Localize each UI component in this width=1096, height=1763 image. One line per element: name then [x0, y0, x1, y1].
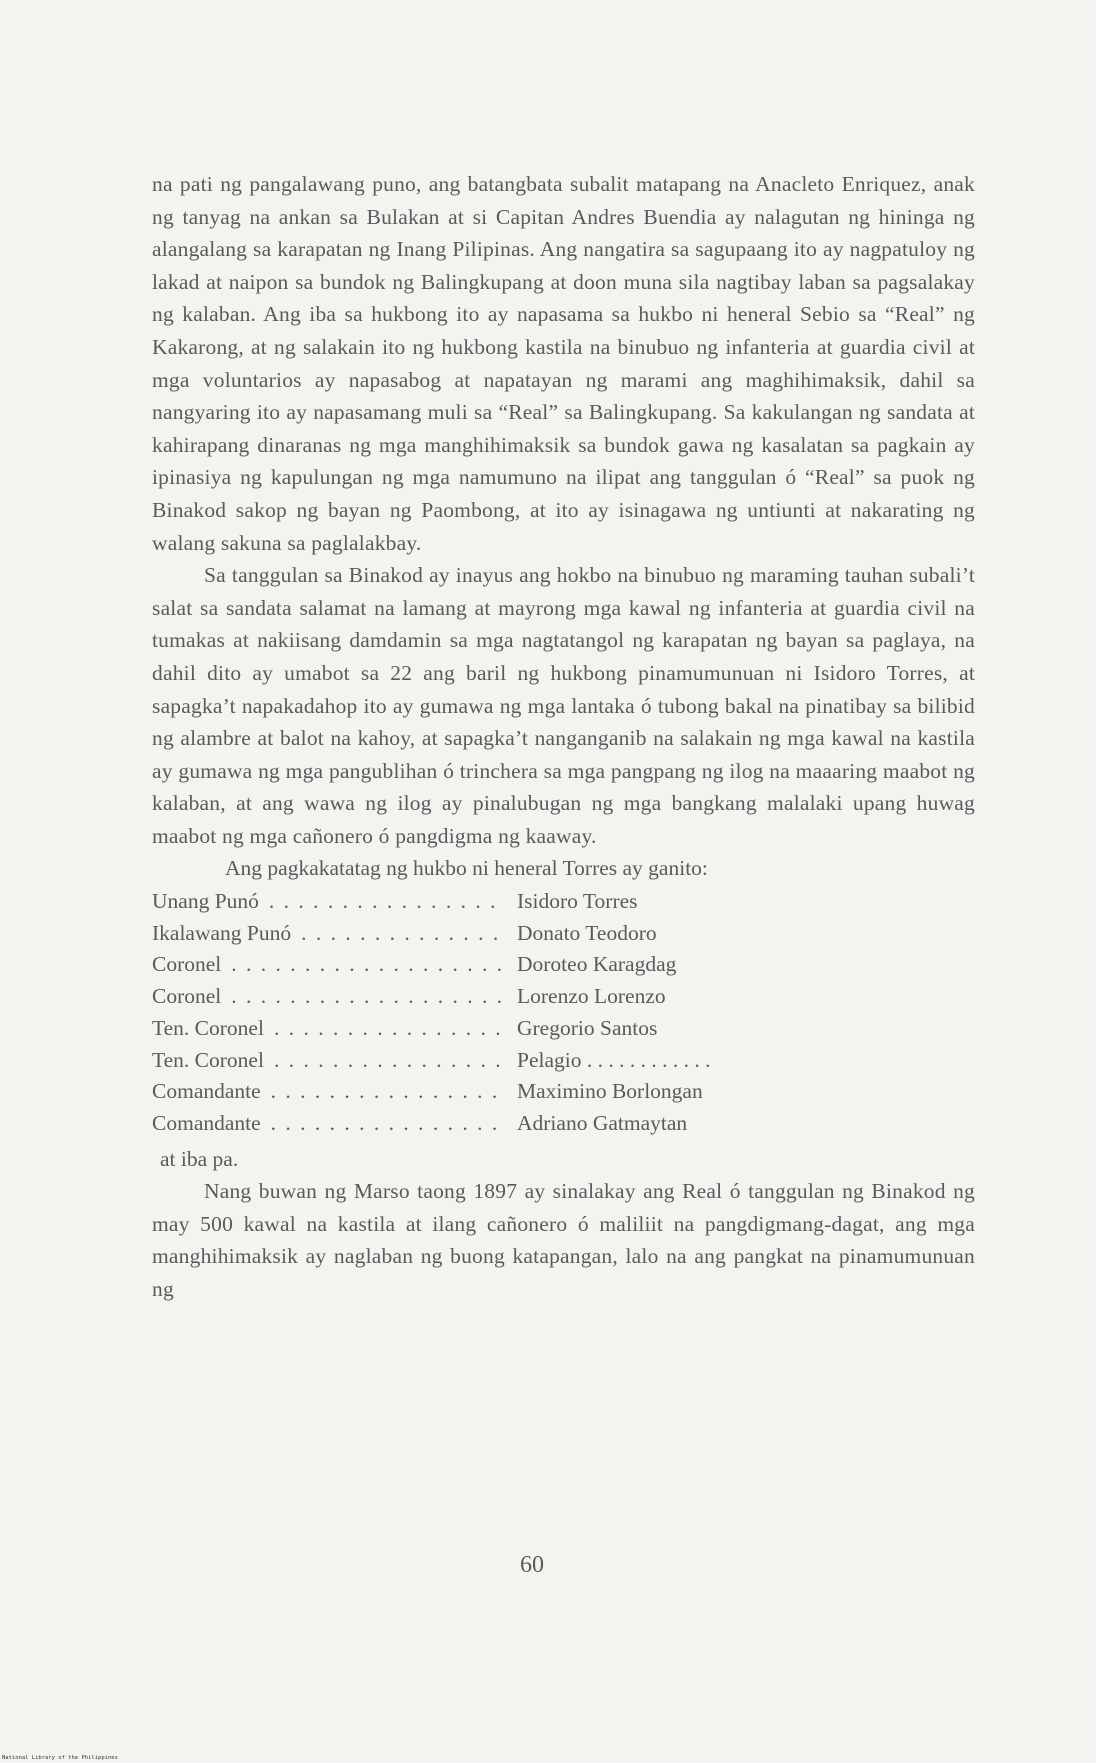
roster-row [152, 952, 975, 984]
roster-row [152, 1111, 975, 1143]
roster-name: Isidoro Torres [517, 889, 638, 914]
officer-roster [152, 889, 975, 1143]
leader-dots [231, 952, 505, 977]
footer-credit: National Library of the Philippines [2, 1755, 118, 1761]
leader-dots [301, 921, 505, 946]
leader-dots [271, 1111, 505, 1136]
leader-dots [274, 1048, 505, 1073]
paragraph-3: Nang buwan ng Marso taong 1897 ay sinalakay ang Real ó tanggulan ng Binakod ng may 500 kawal na kastila at ilang cañonero ó maliliit na pangdigmang-dagat, ang mga manghihimaksik ay naglaban ng buong katapangan, lalo na ang pangkat na pinamumunuan ng [152, 1179, 975, 1301]
roster-name: Lorenzo Lorenzo [517, 984, 666, 1009]
roster-name: Maximino Borlongan [517, 1079, 703, 1104]
roster-row [152, 889, 975, 921]
roster-name: Pelagio . . . . . . . . . . . . [517, 1047, 711, 1072]
leader-dots [274, 1016, 505, 1041]
leader-dots [269, 889, 505, 914]
roster-rank: Ikalawang Punó [152, 920, 292, 945]
roster-name: Adriano Gatmaytan [517, 1110, 688, 1135]
roster-row [152, 921, 975, 953]
roster-rank: Ten. Coronel [152, 1015, 264, 1040]
paragraph-1: na pati ng pangalawang puno, ang batangbata subalit matapang na Anacleto Enriquez, anak ng tanyag na ankan sa Bulakan at si Capitan Andres Buendia ay nalagutan ng hininga ng alangalang sa karapatan ng Inang Pilipinas. Ang nangatira sa sagupaang ito ay nagpatuloy ng lakad at naipon sa bundok ng Balingkupang at doon muna sila nagtibay laban sa pagsalakay ng kalaban. Ang iba sa hukbong ito ay napasama sa hukbo ni heneral Sebio sa “Real” ng Kakarong, at ng salakain ito ng hukbong kastila na binubuo ng infanteria at guardia civil at mga voluntarios ay napasabog at napatayan ng marami ang maghihimaksik, dahil sa nangyaring ito ay napasamang muli sa “Real” sa Balingkupang. Sa kakulangan ng sandata at kahirapang dinaranas ng mga manghihimaksik sa bundok gawa ng kasalatan sa pagkain ay ipinasiya ng kapulungan ng mga namumuno na ilipat ang tanggulan ó “Real” sa puok ng Binakod sakop ng bayan ng Paombong, at ito ay isinagawa ng untiunti at nakarating ng walang sakuna sa paglalakbay. [152, 172, 975, 555]
roster-name: Donato Teodoro [517, 920, 657, 945]
roster-row [152, 984, 975, 1016]
roster-name: Doroteo Karagdag [517, 952, 677, 977]
roster-intro: Ang pagkakatatag ng hukbo ni heneral Torres ay ganito: [225, 856, 708, 881]
leader-dots [231, 984, 505, 1009]
roster-rank: Unang Punó [152, 889, 259, 914]
page-number: 60 [520, 1552, 544, 1578]
roster-rank: Coronel [152, 952, 222, 977]
paragraph-2: Sa tanggulan sa Binakod ay inayus ang hokbo na binubuo ng maraming tauhan subali’t salat sa sandata salamat na lamang at mayrong mga kawal ng infanteria at guardia civil na tumakas at nakiisang damdamin sa mga nagtatangol ng karapatan ng bayan sa paglaya, na dahil dito ay umabot sa 22 ang baril ng hukbong pinamumunuan ni Isidoro Torres, at sapagka’t napakadahop ito ay gumawa ng mga lantaka ó tubong bakal na pinatibay sa bilibid ng alambre at balot na kahoy, at sapagka’t nanganganib na salakain ng mga kawal na kastila ay gumawa ng mga pangublihan ó trinchera sa mga pangpang ng ilog na maaaring maabot ng kalaban, at ang wawa ng ilog ay pinalubugan ng mga bangkang malalaki upang huwag maabot ng mga cañonero ó pangdigma ng kaaway. [152, 563, 975, 848]
roster-rank: Comandante [152, 1110, 261, 1135]
roster-rank: Comandante [152, 1079, 261, 1104]
roster-row [152, 1079, 975, 1111]
roster-rank: Ten. Coronel [152, 1047, 264, 1072]
roster-row [152, 1048, 975, 1080]
leader-dots [271, 1079, 505, 1104]
page-body [152, 168, 975, 1306]
roster-row [152, 1016, 975, 1048]
roster-name: Gregorio Santos [517, 1015, 658, 1040]
roster-rank: Coronel [152, 984, 222, 1009]
roster-closing: at iba pa. [160, 1146, 239, 1171]
